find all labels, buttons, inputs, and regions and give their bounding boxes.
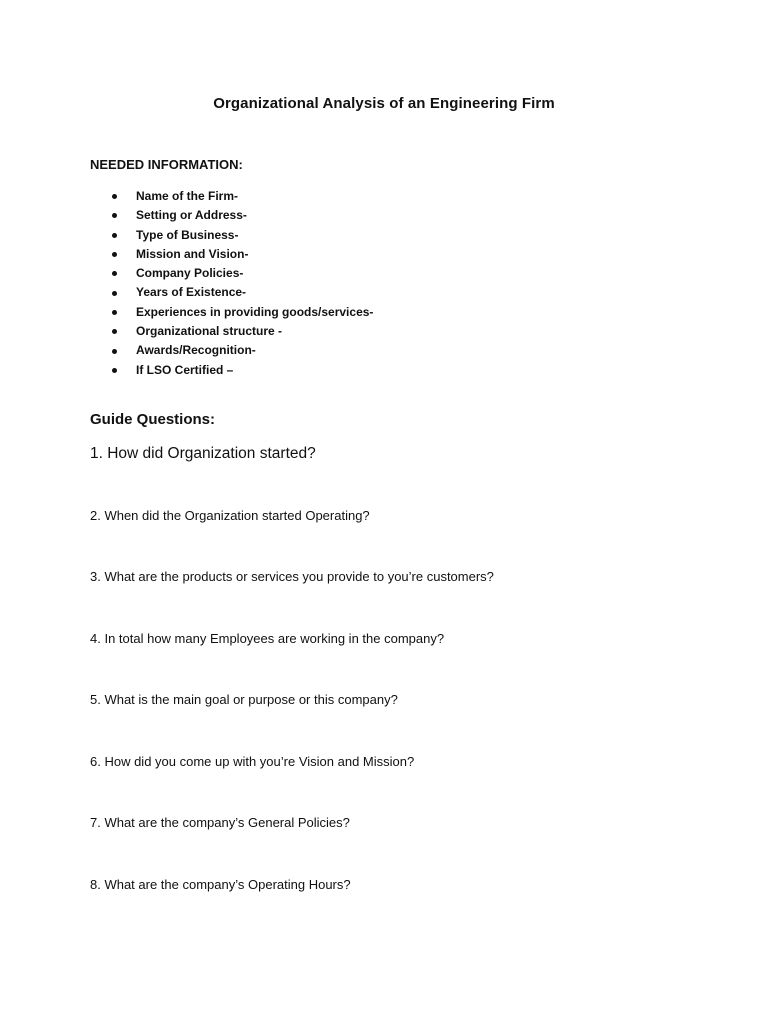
list-item: [112, 206, 373, 225]
list-item-label: Company Policies-: [136, 266, 244, 281]
bullet-icon: [112, 310, 117, 315]
list-item: [112, 283, 373, 302]
list-item: [112, 322, 373, 341]
guide-questions-heading: Guide Questions:: [90, 411, 216, 428]
bullet-icon: [112, 291, 117, 296]
question-3: 3. What are the products or services you provide to you’re customers?: [90, 569, 494, 584]
question-6: 6. How did you come up with you’re Vision and Mission?: [90, 754, 415, 769]
bullet-icon: [112, 368, 117, 373]
list-item: [112, 264, 373, 283]
list-item: [112, 245, 373, 264]
list-item: [112, 361, 373, 380]
question-8: 8. What are the company’s Operating Hours?: [90, 877, 351, 892]
list-item-label: Awards/Recognition-: [136, 343, 256, 358]
list-item-label: Type of Business-: [136, 227, 239, 242]
question-7: 7. What are the company’s General Policies?: [90, 815, 350, 830]
list-item: [112, 303, 373, 322]
list-item-label: If LSO Certified –: [136, 362, 234, 377]
needed-information-list: [112, 187, 373, 380]
question-5: 5. What is the main goal or purpose or this company?: [90, 692, 398, 707]
bullet-icon: [112, 271, 117, 276]
question-2: 2. When did the Organization started Operating?: [90, 508, 370, 523]
bullet-icon: [112, 213, 117, 218]
document-title: Organizational Analysis of an Engineering Firm: [213, 95, 555, 112]
bullet-icon: [112, 194, 117, 199]
list-item-label: Years of Existence-: [136, 285, 247, 300]
bullet-icon: [112, 349, 117, 354]
list-item-label: Experiences in providing goods/services-: [136, 304, 374, 319]
needed-information-heading: NEEDED INFORMATION:: [90, 157, 243, 172]
bullet-icon: [112, 252, 117, 257]
list-item: [112, 226, 373, 245]
list-item: [112, 341, 373, 360]
list-item-label: Mission and Vision-: [136, 246, 249, 261]
list-item-label: Organizational structure -: [136, 324, 283, 339]
bullet-icon: [112, 329, 117, 334]
bullet-icon: [112, 233, 117, 238]
list-item-label: Name of the Firm-: [136, 189, 239, 203]
list-item-label: Setting or Address-: [136, 208, 247, 223]
question-4: 4. In total how many Employees are working in the company?: [90, 631, 445, 646]
list-item: [112, 187, 373, 206]
question-1: 1. How did Organization started?: [90, 445, 316, 462]
